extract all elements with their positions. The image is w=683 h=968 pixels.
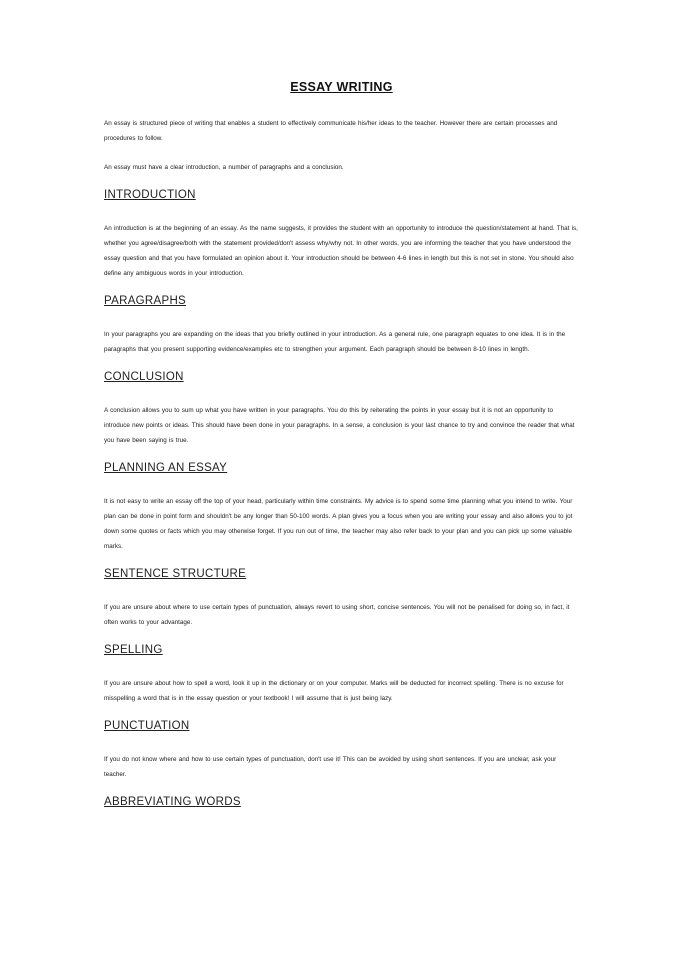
section-sentence-structure <box>104 568 579 630</box>
section-heading: SENTENCE STRUCTURE <box>104 568 247 580</box>
intro-paragraph-1: An essay is structured piece of writing that enables a student to effectively communicate his/her ideas to the teacher. However there are certain processes and procedures to follow. <box>104 120 558 142</box>
section-heading: SPELLING <box>104 644 163 656</box>
intro-paragraph-2: An essay must have a clear introduction, a number of paragraphs and a conclusion. <box>104 164 344 171</box>
section-punctuation <box>104 720 579 782</box>
section-body: An introduction is at the beginning of an essay. As the name suggests, it provides the student with an opportunity to introduce the question/statement at hand. That is, whether you agree/disagree/both with the statement provided/don't assess why/why not. In other words, you are informing the teacher that you have understood the essay question and that you have formulated an opinion about it. Your introduction should be between 4-6 lines in length but this is not set in stone. You should also define any ambiguous words in your introduction. <box>104 225 578 277</box>
document-title: ESSAY WRITING <box>290 80 393 94</box>
section-spelling <box>104 644 579 706</box>
section-heading: PUNCTUATION <box>104 720 190 732</box>
section-heading: CONCLUSION <box>104 371 184 383</box>
section-heading: ABBREVIATING WORDS <box>104 796 241 808</box>
section-heading: PLANNING AN ESSAY <box>104 462 228 474</box>
section-body: A conclusion allows you to sum up what you have written in your paragraphs. You do this by reiterating the points in your essay but it is not an opportunity to introduce new points or ideas. This should have been done in your paragraphs. In a sense, a conclusion is your last chance to try and convince the reader that what you have been saying is true. <box>104 407 575 444</box>
section-conclusion <box>104 371 579 448</box>
section-planning-an-essay <box>104 462 579 554</box>
section-abbreviating-words <box>104 796 579 808</box>
section-body: If you are unsure about where to use certain types of punctuation, always revert to using short, concise sentences. You will not be penalised for doing so, in fact, it often works to your advantage. <box>104 604 570 626</box>
section-paragraphs <box>104 295 579 357</box>
section-heading: INTRODUCTION <box>104 189 196 201</box>
section-body: It is not easy to write an essay off the top of your head, particularly within time constraints. My advice is to spend some time planning what you intend to write. Your plan can be done in point form and shouldn't be any longer than 50-100 words. A plan gives you a focus when you are writing your essay and also allows you to jot down some quotes or facts which you may otherwise forget. If you run out of time, the teacher may also refer back to your plan and you can pick up some valuable marks. <box>104 498 573 550</box>
section-body: If you are unsure about how to spell a word, look it up in the dictionary or on your computer. Marks will be deducted for incorrect spelling. There is no excuse for misspelling a word that is in the essay question or your textbook! I will assume that is just being lazy. <box>104 680 564 702</box>
section-heading: PARAGRAPHS <box>104 295 187 307</box>
section-body: If you do not know where and how to use certain types of punctuation, don't use it! This can be avoided by using short sentences. If you are unclear, ask your teacher. <box>104 756 557 778</box>
section-introduction <box>104 189 579 281</box>
section-body: In your paragraphs you are expanding on the ideas that you briefly outlined in your introduction. As a general rule, one paragraph equates to one idea. It is in the paragraphs that you present supporting evidence/examples etc to strengthen your argument. Each paragraph should be between 8-10 lines in length. <box>104 331 566 353</box>
